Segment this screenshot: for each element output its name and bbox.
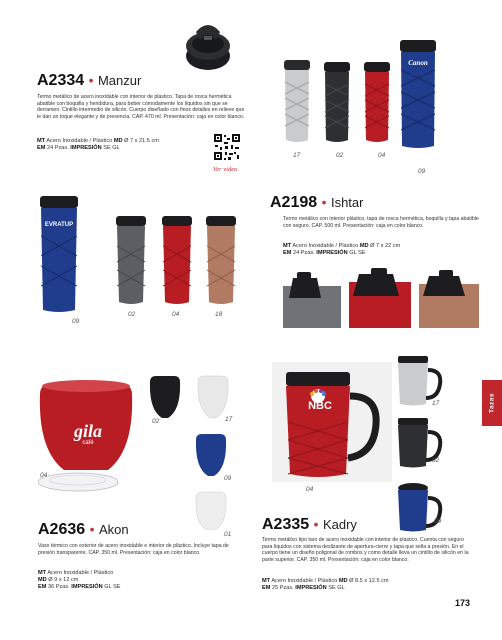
a2334-md: Ø 7 x 21.5 cm <box>124 138 159 144</box>
a2334-code: A2334 <box>37 72 85 89</box>
a2636-md-label: MD <box>38 577 47 583</box>
a2636-color-01: 01 <box>224 531 232 538</box>
a2335-imp-label: IMPRESIÓN <box>295 585 327 591</box>
qr-code[interactable] <box>213 133 241 161</box>
page-number: 173 <box>455 598 471 608</box>
a2335-bullet: • <box>313 516 319 532</box>
svg-text:Canon: Canon <box>408 59 428 67</box>
a2198-mt: Acero Inoxidable / Plástico <box>292 243 359 249</box>
a2334-specs <box>37 138 217 152</box>
a2335-specs <box>262 578 472 592</box>
a2334-imp-label: IMPRESIÓN <box>70 145 102 151</box>
a2334-color-17: 17 <box>293 152 301 159</box>
a2334-description: Termo metálico de acero inoxidable con interior de plástico. Tapa de rosca hermética abatible con boquilla y hendidura, para beber cómodamente los líquidos sin que se derramen. Cintillo intermedio de silicón. Cuerpo diseñado con finos detalles en relieve que le dan un toque elegante y de presencia. CAP. 470 ml. Presentación: caja en color blanco. <box>37 94 245 120</box>
a2636-mt-label: MT <box>38 570 47 576</box>
a2335-mt: Acero Inoxidable / Plástico <box>271 578 338 584</box>
a2334-color-02: 02 <box>336 152 344 159</box>
a2334-color-09: 09 <box>418 168 426 175</box>
a2198-md: Ø 7 x 22 cm <box>370 243 401 249</box>
a2198-code: A2198 <box>270 194 318 211</box>
a2335-color-04: 04 <box>306 486 314 493</box>
a2636-code: A2636 <box>38 521 86 538</box>
a2198-logo: EVRATUP <box>44 222 74 228</box>
a2335-description: Termo metálico tipo taro de acero inoxidable con interior de plástico. Cuenta con seguro para líquidos con sistema deslizante de apertura-cierre y tapa que sella a presión. En el cuerpo tiene un diseño poligonal de rombos y como detalle lleva un cintillo de silicón en la parte superior. CAP. 350 ml. Presentación: caja en color blanco. <box>262 537 469 563</box>
a2335-logo: NBC <box>308 400 332 412</box>
a2335-md: Ø 8.5 x 12.5 cm <box>349 578 389 584</box>
a2334-bullet: • <box>88 72 94 88</box>
a2334-em: 24 Pzas. <box>46 145 69 151</box>
a2335-color-09: 09 <box>434 518 442 525</box>
a2198-md-label: MD <box>359 243 369 249</box>
a2636-description: Vaso térmico con exterior de acero inoxidable e interior de plástico. Incluye tapa de presión transparente. CAP. 350 ml. Presentación: caja en color blanco. <box>38 543 229 556</box>
a2636-bullet: • <box>89 521 95 537</box>
a2334-mt: Acero Inoxidable / Plástico <box>46 138 113 144</box>
a2198-name: Ishtar <box>330 195 364 210</box>
a2198-tumblers-photo <box>38 196 260 314</box>
a2335-color-02: 02 <box>432 457 440 464</box>
a2636-heading <box>38 521 129 539</box>
a2636-logo-text: gila <box>73 421 102 441</box>
a2334-name: Manzur <box>97 73 142 88</box>
a2636-em: 36 Pzas. <box>47 584 70 590</box>
a2198-color-04: 04 <box>172 311 180 318</box>
a2636-em-label: EM <box>38 584 47 590</box>
a2335-md-label: MD <box>338 578 348 584</box>
side-tab-tazas[interactable] <box>482 380 502 426</box>
a2636-photo <box>38 370 238 530</box>
a2198-color-18: 18 <box>215 311 223 318</box>
a2334-mt-label: MT <box>37 138 46 144</box>
a2335-name: Kadry <box>322 517 357 532</box>
a2198-lid-closeups <box>283 268 483 328</box>
a2636-imp-label: IMPRESIÓN <box>71 584 103 590</box>
a2198-bullet: • <box>321 194 327 210</box>
a2636-specs <box>38 570 228 591</box>
a2636-imp: GL SE <box>104 584 121 590</box>
a2198-heading <box>270 194 363 212</box>
a2636-color-02: 02 <box>152 418 160 425</box>
a2334-md-label: MD <box>113 138 123 144</box>
a2198-em: 24 Pzas. <box>292 250 315 256</box>
a2335-heading <box>262 516 357 534</box>
a2636-color-17: 17 <box>225 416 233 423</box>
a2334-lid-photo <box>182 16 234 74</box>
a2636-color-04: 04 <box>40 472 48 479</box>
a2636-color-09: 09 <box>224 475 232 482</box>
a2636-logo <box>68 422 108 446</box>
a2198-mt-label: MT <box>283 243 292 249</box>
a2636-logo-sub: café <box>82 440 94 446</box>
a2335-em-label: EM <box>262 585 271 591</box>
a2198-color-02: 02 <box>128 311 136 318</box>
a2198-imp-label: IMPRESIÓN <box>316 250 348 256</box>
a2334-em-label: EM <box>37 145 46 151</box>
side-tab-label: Tazas <box>488 392 496 414</box>
a2334-color-04: 04 <box>378 152 386 159</box>
a2335-code: A2335 <box>262 516 310 533</box>
a2198-em-label: EM <box>283 250 292 256</box>
a2334-imp: SE GL <box>103 145 120 151</box>
a2335-mt-label: MT <box>262 578 271 584</box>
a2636-mt: Acero Inoxidable / Plástico <box>47 570 114 576</box>
a2198-description: Termo metálico con interior plástico, tapa de rosca hermética, boquilla y tapa abatible con seguro. CAP. 500 ml. Presentación: caja en color blanco. <box>283 216 479 229</box>
a2335-color-17: 17 <box>432 400 440 407</box>
a2335-main-photo <box>272 362 392 482</box>
a2335-em: 25 Pzas. <box>271 585 294 591</box>
a2198-specs <box>283 243 483 257</box>
a2335-imp: SE GL <box>328 585 345 591</box>
a2198-imp: GL SE <box>349 250 366 256</box>
a2334-heading <box>37 72 141 90</box>
a2334-tumblers-photo <box>280 40 440 150</box>
a2198-color-09: 09 <box>72 318 80 325</box>
a2636-name: Akon <box>98 522 129 537</box>
a2335-variants-photo <box>392 352 444 534</box>
a2636-md: Ø 9 x 12 cm <box>48 577 79 583</box>
ver-video-link[interactable]: Ver video <box>213 166 238 173</box>
